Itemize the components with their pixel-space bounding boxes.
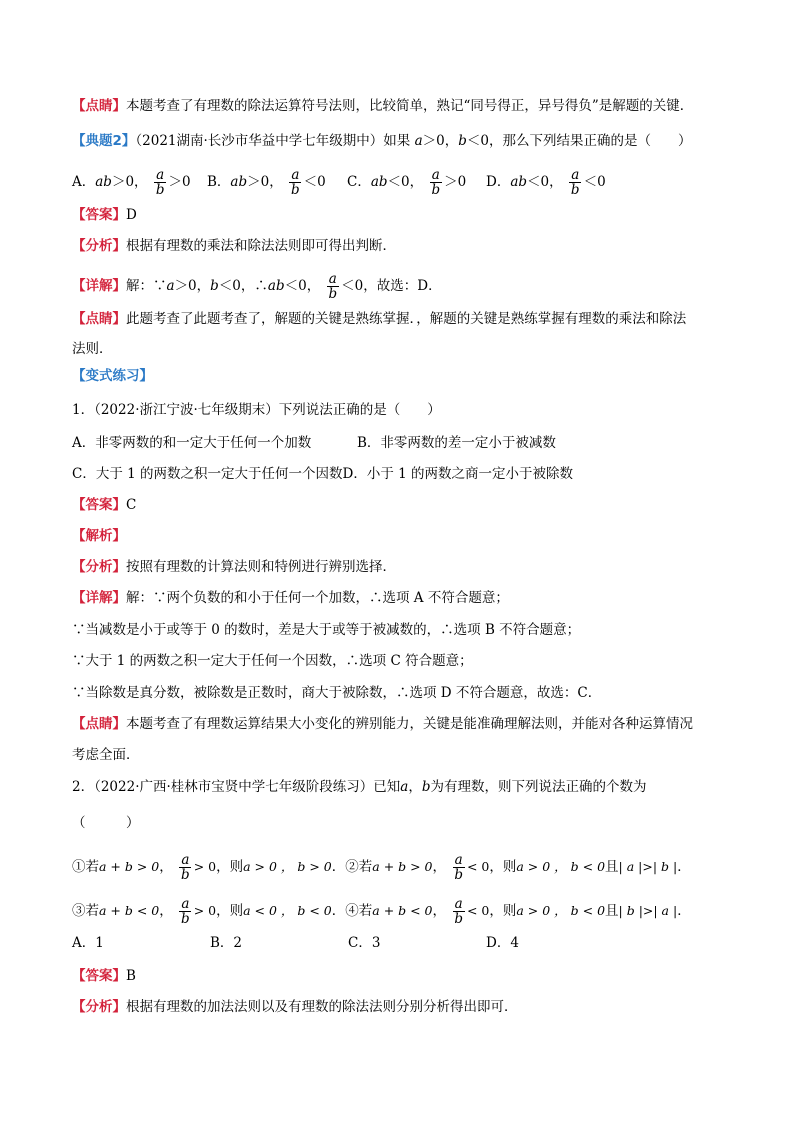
q1-detail-1: [72, 588, 509, 608]
q1-point-line1: [72, 714, 693, 734]
math-expr: a < 0 ， b < 0: [243, 903, 332, 918]
fraction-denominator: b: [181, 867, 190, 883]
comment-tag: 【点睛】: [72, 716, 126, 732]
option-label: D．: [486, 174, 511, 190]
option-fraction-rel: ＞0: [444, 174, 467, 190]
q2-option-c: [348, 933, 380, 953]
statement-text: ．: [677, 859, 691, 875]
math-expr: a + b > 0: [372, 859, 433, 874]
q1-point-line2: [72, 745, 140, 765]
fraction: [179, 853, 192, 882]
option-text: B．2: [210, 935, 243, 951]
variant-practice-heading: [72, 366, 153, 386]
statement-text: 且: [605, 859, 619, 875]
analysis-text: 根据有理数的加法法则以及有理数的除法法则分别分析得出即可．: [126, 999, 518, 1015]
option-fraction-rel: ＜0: [303, 174, 326, 190]
math-expr: < 0: [466, 903, 490, 918]
option-a: [72, 168, 191, 197]
statement-text: ．④若: [331, 903, 373, 919]
option-c: [347, 168, 466, 197]
statement-text: ③若: [72, 903, 99, 919]
statement-text: ，: [159, 903, 173, 919]
q1-detail-2: [72, 620, 580, 640]
comment-text: 本题考查了有理数运算结果大小变化的辨别能力，关键是能准确理解法则，并能对各种运算情况: [126, 716, 693, 732]
question-stem: 2．（2022·广西·桂林市宝贤中学七年级阶段练习）已知: [72, 779, 401, 795]
option-d: [486, 168, 606, 197]
option-product-rel: ＜0，: [527, 174, 563, 190]
var-b: b: [421, 779, 431, 795]
math-expr: a + b > 0: [99, 859, 160, 874]
fraction-numerator: a: [156, 167, 165, 183]
solution-tag: 【解析】: [72, 528, 126, 544]
comment-text: 考虑全面．: [72, 747, 140, 763]
math-expr: < 0: [466, 859, 490, 874]
option-text: C．3: [348, 935, 381, 951]
analysis-tag: 【分析】: [72, 559, 126, 575]
answer-value: C: [126, 497, 137, 513]
detail-text: ∵当除数是真分数，被除数是正数时，商大于被除数，∴选项 D 不符合题意，故选：C．: [72, 685, 602, 701]
math-expr: a + b < 0: [99, 903, 160, 918]
analysis-text: 按照有理数的计算法则和特例进行辨别选择．: [126, 559, 396, 575]
q2-statements-3-4: [72, 897, 691, 926]
math-expr: > 0: [193, 903, 217, 918]
q2-option-d: [486, 933, 519, 953]
math-expr: | a |>| b |: [618, 859, 678, 874]
analysis-tag: 【分析】: [72, 238, 126, 254]
fraction-denominator: b: [291, 182, 300, 198]
q1-detail-4: [72, 683, 601, 703]
example-2-stem: [72, 131, 692, 151]
answer-value: D: [126, 207, 137, 223]
q1-stem: [72, 400, 441, 420]
fraction-denominator: b: [454, 911, 463, 927]
var-ab: ab: [267, 278, 285, 294]
var-b: b: [210, 278, 219, 294]
q2-answer: [72, 966, 136, 986]
detail-text: ∵当减数是小于或等于 0 的数时，差是大于或等于被减数的，∴选项 B 不符合题意；: [72, 622, 581, 638]
var-b: b: [458, 133, 467, 149]
example-2-point-line2: [72, 339, 113, 359]
answer-tag: 【答案】: [72, 207, 126, 223]
detail-text: 解：∵: [126, 278, 167, 294]
fraction-denominator: b: [155, 182, 165, 198]
cond-b-relation: ＜0，那么下列结果正确的是（ ）: [466, 133, 692, 149]
statement-text: ，: [432, 903, 447, 919]
option-text: A．1: [72, 935, 104, 951]
comment-text: 本题考查了有理数的除法运算符号法则，比较简单，熟记“同号得正，异号得负”是解题的关键．: [126, 98, 694, 114]
math-expr: a > 0 ， b < 0: [516, 859, 606, 874]
answer-value: B: [126, 968, 136, 984]
answer-blank: （ ）: [72, 815, 140, 831]
math-expr: > 0: [193, 859, 217, 874]
separator: ，: [408, 779, 422, 795]
option-product: ab: [230, 174, 248, 190]
detail-text: ＜0，: [284, 278, 321, 294]
detail-tag: 【详解】: [72, 278, 126, 294]
option-text: B．非零两数的差一定小于被减数: [357, 435, 556, 451]
var-a: a: [414, 133, 423, 149]
comment-paragraph: [72, 96, 693, 116]
var-a: a: [400, 779, 409, 795]
example-2-analysis: [72, 236, 396, 256]
statement-text: ．②若: [331, 859, 373, 875]
cond-a-relation: ＞0，: [422, 133, 459, 149]
option-product-rel: ＞0，: [247, 174, 283, 190]
q2-option-a: [72, 933, 104, 953]
option-b: [207, 168, 326, 197]
option-label: A．: [72, 174, 96, 190]
detail-text: ＞0，: [174, 278, 211, 294]
q2-answer-paren: [72, 813, 140, 833]
statement-text: 且: [605, 903, 619, 919]
fraction: [452, 897, 465, 926]
analysis-tag: 【分析】: [72, 999, 126, 1015]
fraction-numerator: a: [328, 271, 337, 287]
option-text: D．4: [486, 935, 519, 951]
q1-analysis: [72, 557, 396, 577]
fraction-denominator: b: [328, 286, 338, 302]
q1-options-cd: [72, 464, 573, 484]
fraction-numerator: a: [571, 167, 580, 183]
option-label: B．: [207, 174, 231, 190]
q1-option-b: [357, 433, 556, 453]
statement-text: ，: [432, 859, 447, 875]
math-expr: a > 0 ， b < 0: [516, 903, 606, 918]
math-expr: | b |>| a |: [618, 903, 678, 918]
fraction-numerator: a: [454, 896, 463, 912]
fraction: [289, 168, 302, 197]
statement-text: ，则: [216, 859, 244, 875]
example-2-detail: [72, 272, 442, 301]
option-product: ab: [370, 174, 388, 190]
answer-tag: 【答案】: [72, 968, 126, 984]
option-product-rel: ＜0，: [387, 174, 424, 190]
q2-stem: [72, 777, 647, 797]
example-2-answer: [72, 205, 137, 225]
fraction: [429, 168, 442, 197]
option-text: C．大于 1 的两数之积一定大于任何一个因数D．小于 1 的两数之商一定小于被除数: [72, 466, 573, 482]
q2-analysis: [72, 997, 518, 1017]
option-product: ab: [510, 174, 528, 190]
comment-text: 法则．: [72, 341, 113, 357]
answer-tag: 【答案】: [72, 497, 126, 513]
analysis-text: 根据有理数的乘法和除法法则即可得出判断．: [126, 238, 396, 254]
option-text: A．非零两数的和一定大于任何一个加数: [72, 435, 312, 451]
fraction-numerator: a: [431, 167, 440, 183]
option-product-rel: ＞0，: [111, 174, 148, 190]
option-fraction-rel: ＜0: [583, 174, 606, 190]
fraction-numerator: a: [181, 896, 190, 912]
q1-detail-3: [72, 651, 473, 671]
statement-text: ，: [159, 859, 173, 875]
q1-option-a: [72, 433, 311, 453]
statement-text: ，则: [489, 903, 517, 919]
fraction: [452, 853, 465, 882]
fraction-numerator: a: [291, 167, 300, 183]
example-source: （2021湖南·长沙市华益中学七年级期中）如果: [135, 133, 411, 149]
fraction: [569, 168, 582, 197]
option-product: ab: [95, 174, 112, 190]
fraction-denominator: b: [181, 911, 190, 927]
fraction-numerator: a: [454, 852, 463, 868]
detail-text: ＜0，故选：D．: [341, 278, 442, 294]
q2-option-b: [210, 933, 242, 953]
option-label: C．: [347, 174, 371, 190]
fraction: [327, 272, 340, 301]
statement-text: ，则: [489, 859, 517, 875]
variant-tag: 【变式练习】: [72, 368, 153, 384]
var-a: a: [166, 278, 175, 294]
statement-text: ．: [677, 903, 691, 919]
statement-text: ，则: [216, 903, 244, 919]
fraction-numerator: a: [181, 852, 190, 868]
fraction-denominator: b: [454, 867, 463, 883]
comment-tag: 【点睛】: [72, 311, 126, 327]
detail-text: ＜0，∴: [218, 278, 268, 294]
math-expr: a + b < 0: [372, 903, 433, 918]
q1-answer: [72, 495, 136, 515]
q1-jiexi: [72, 526, 126, 546]
fraction-denominator: b: [570, 182, 580, 198]
fraction: [179, 897, 192, 926]
comment-tag: 【点睛】: [72, 98, 126, 114]
example-tag: 【典题2】: [72, 133, 136, 149]
detail-text: ∵大于 1 的两数之积一定大于任何一个因数，∴选项 C 符合题意；: [72, 653, 473, 669]
question-stem: 为有理数，则下列说法正确的个数为: [430, 779, 647, 795]
question-stem: 1．（2022·浙江宁波·七年级期末）下列说法正确的是（ ）: [72, 402, 441, 418]
q2-statements-1-2: [72, 853, 691, 882]
comment-text: 此题考查了此题考查了，解题的关键是熟练掌握．，解题的关键是熟练掌握有理数的乘法和除法: [126, 311, 687, 327]
statement-text: ①若: [72, 859, 99, 875]
math-expr: a > 0 ， b > 0: [243, 859, 332, 874]
option-fraction-rel: ＞0: [168, 174, 191, 190]
example-2-point-line1: [72, 309, 686, 329]
fraction: [154, 168, 167, 197]
detail-tag: 【详解】: [72, 590, 126, 606]
fraction-denominator: b: [431, 182, 441, 198]
detail-text: 解：∵两个负数的和小于任何一个加数，∴选项 A 不符合题意；: [126, 590, 509, 606]
